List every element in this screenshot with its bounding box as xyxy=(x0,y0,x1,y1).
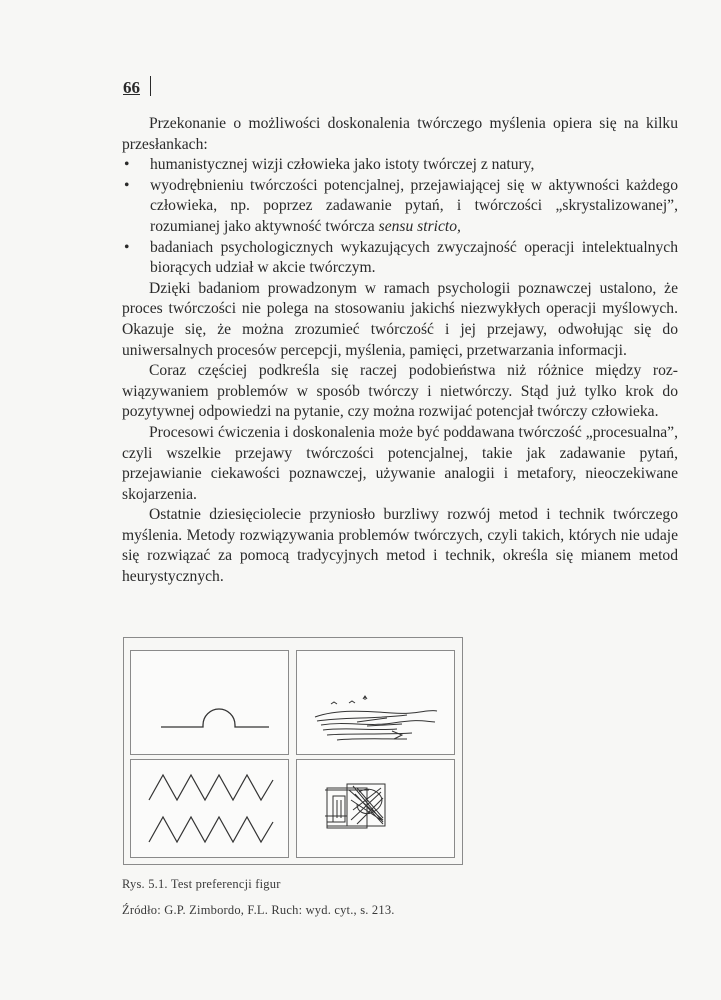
zigzag-icon xyxy=(131,760,288,857)
figure-preference-test xyxy=(123,637,463,865)
paragraph-2: Dzięki badaniom prowadzonym w ramach psychologii poznawczej ustalono, że proces twórczości nie polega na stosowaniu jakichś niezwykłych operacji myślowych. Okazuje się, że można zrozumieć twórczość i jej przejawy, odwołując się do uniwersalnych procesów percepcji, myślenia, pamięci, przetwarzania informacji. xyxy=(122,279,678,359)
list-item-text: humanistycznej wizji człowieka jako istoty twórczej z natury, xyxy=(150,156,535,174)
bullet-icon: • xyxy=(124,176,130,194)
page-number-rule xyxy=(150,76,151,96)
list-item xyxy=(122,176,678,238)
figure-panel-arch xyxy=(130,650,289,755)
seascape-sketch-icon xyxy=(297,651,454,754)
list-item-text: wyodrębnieniu twórczości potencjalnej, przejawiającej się w aktywności każdego człowieka, np. poprzez zadawanie pytań, i twórczości „skrystalizowanej”, rozumianej jako aktywność twórcza xyxy=(150,176,678,235)
figure-caption: Rys. 5.1. Test preferencji figur xyxy=(122,877,281,891)
figure-panel-seascape xyxy=(296,650,455,755)
premises-list xyxy=(122,155,678,279)
paragraph-4: Procesowi ćwiczenia i doskonalenia może być poddawana twórczość „procesualna”, czyli wszelkie przejawy twórczości potencjalnej, takie jak zadawanie pytań, przejawianie ciekawości poznawczej, używanie analogii i metafory, nieoczekiwane skojarzenia. xyxy=(122,423,678,503)
paragraph-3: Coraz częściej podkreśla się raczej podobieństwa niż różnice między rozwiązywaniem problemów w sposób twórczy i nietwórczy. Stąd już tylko krok do pozytywnej odpowiedzi na pytanie, czy można rozwijać potencjał twórczy człowieka. xyxy=(122,362,678,421)
bullet-icon: • xyxy=(124,156,130,174)
body-text xyxy=(122,114,678,588)
list-item xyxy=(122,155,678,176)
list-item xyxy=(122,238,678,279)
figure-panel-zigzag xyxy=(130,759,289,858)
list-item-text: badaniach psychologicznych wykazujących zwyczajność operacji intelektualnych biorących udział w akcie twórczym. xyxy=(150,238,678,277)
bullet-icon: • xyxy=(124,238,130,256)
paragraph-intro: Przekonanie o możliwości doskonalenia twórczego myślenia opiera się na kilku przesłankach: xyxy=(122,115,678,153)
figure-source: Źródło: G.P. Zimbordo, F.L. Ruch: wyd. cyt., s. 213. xyxy=(122,903,395,917)
figure-panel-room-sketch xyxy=(296,759,455,858)
list-item-italic: sensu stricto, xyxy=(378,217,461,235)
paragraph-5: Ostatnie dziesięciolecie przyniosło burzliwy rozwój metod i technik twórczego myślenia. Metody rozwiązywania problemów twórczych, czyli takich, których nie udaje się rozwiązać za pomocą tradycyjnych metod i technik, określa się mianem metod heurystycznych. xyxy=(122,506,678,586)
page-number: 66 xyxy=(123,78,140,97)
arch-line-icon xyxy=(131,651,288,754)
room-sketch-icon xyxy=(297,760,454,857)
